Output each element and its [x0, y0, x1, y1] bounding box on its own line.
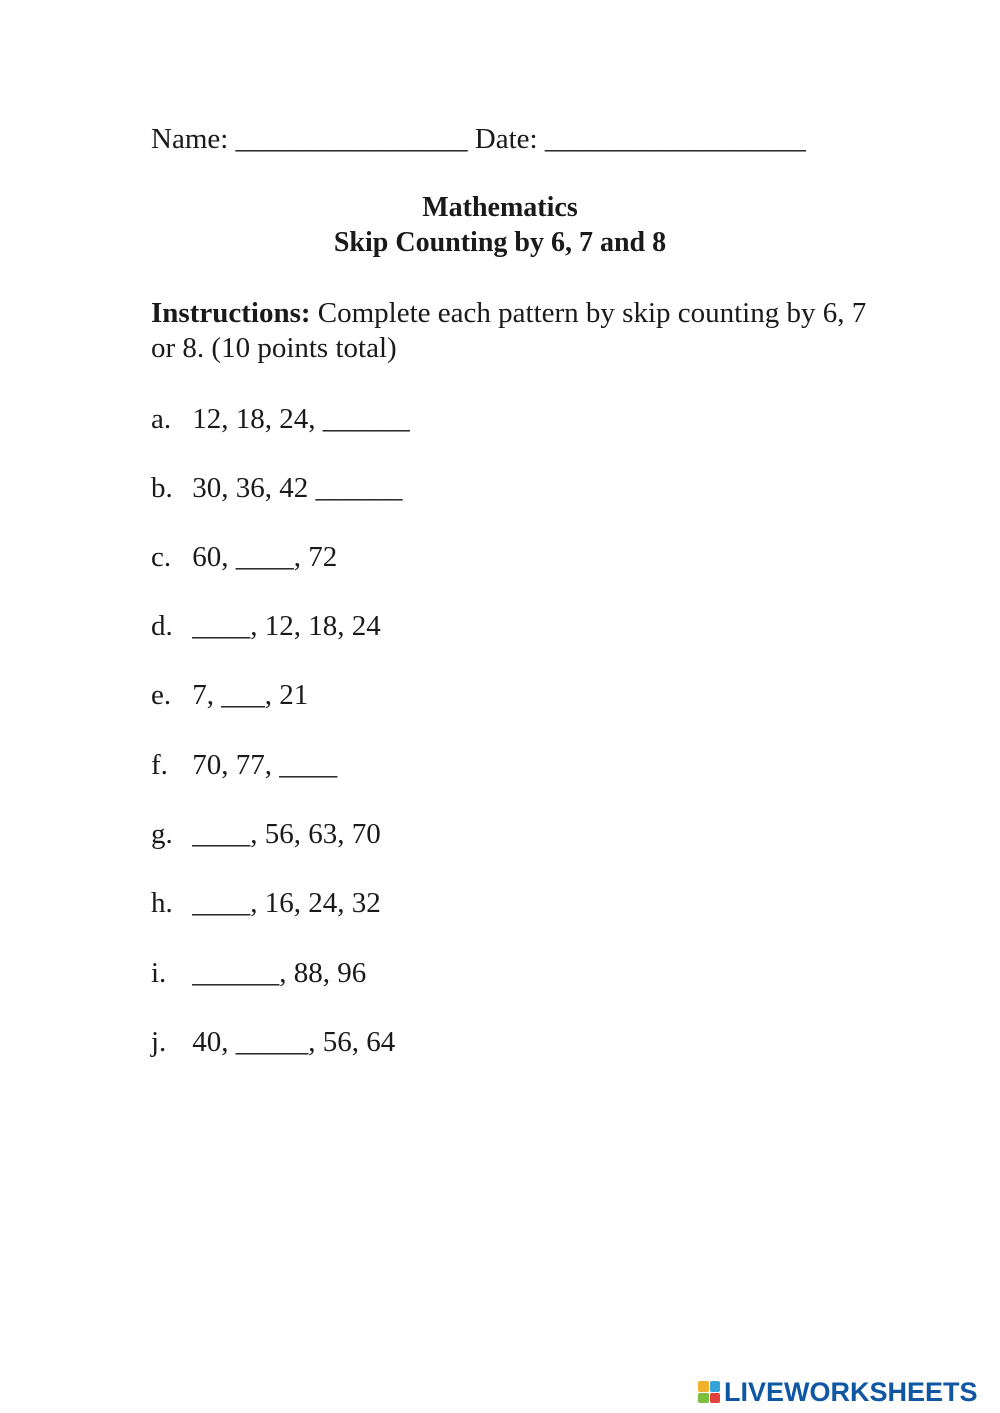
item-letter: a.: [151, 403, 172, 435]
mark-square-4: [710, 1393, 721, 1404]
mark-square-1: [698, 1381, 709, 1392]
liveworksheets-mark-icon: [698, 1381, 720, 1403]
list-item: [151, 747, 337, 783]
liveworksheets-wordmark: LIVEWORKSHEETS: [724, 1377, 978, 1407]
list-item: [151, 608, 381, 644]
instructions-text: Complete each pattern by skip counting by 6, 7 or 8. (10 points total): [151, 297, 867, 364]
item-pattern: 30, 36, 42 ______: [185, 472, 403, 504]
item-letter: i.: [151, 957, 167, 989]
item-pattern: ____, 56, 63, 70: [185, 818, 381, 850]
mark-square-3: [698, 1393, 709, 1404]
item-pattern: 60, ____, 72: [185, 541, 338, 573]
page-subtitle: Skip Counting by 6, 7 and 8: [333, 227, 667, 258]
item-letter: g.: [151, 818, 173, 850]
item-letter: e.: [151, 679, 172, 711]
list-item: [151, 677, 308, 713]
item-letter: d.: [151, 610, 173, 642]
item-letter: f.: [151, 749, 168, 781]
list-item: [151, 1024, 395, 1060]
item-pattern: ____, 16, 24, 32: [185, 887, 381, 919]
instructions-label: Instructions:: [151, 297, 311, 329]
item-letter: h.: [151, 887, 173, 919]
liveworksheets-logo: [698, 1378, 978, 1406]
list-item: [151, 955, 366, 991]
list-item: [151, 816, 381, 852]
item-pattern: 70, 77, ____: [185, 749, 338, 781]
mark-square-2: [710, 1381, 721, 1392]
list-item: [151, 401, 410, 437]
item-letter: b.: [151, 472, 173, 504]
item-pattern: 40, _____, 56, 64: [185, 1026, 396, 1058]
item-pattern: 12, 18, 24, ______: [185, 403, 410, 435]
item-pattern: ______, 88, 96: [185, 957, 367, 989]
item-letter: c.: [151, 541, 172, 573]
instructions: [151, 296, 871, 366]
item-pattern: ____, 12, 18, 24: [185, 610, 381, 642]
item-pattern: 7, ___, 21: [185, 679, 309, 711]
list-item: [151, 470, 403, 506]
page-title: Mathematics: [422, 192, 578, 223]
list-item: [151, 885, 381, 921]
name-date-line: Name: ________________ Date: __________________: [151, 123, 806, 155]
list-item: [151, 539, 337, 575]
item-letter: j.: [151, 1026, 167, 1058]
